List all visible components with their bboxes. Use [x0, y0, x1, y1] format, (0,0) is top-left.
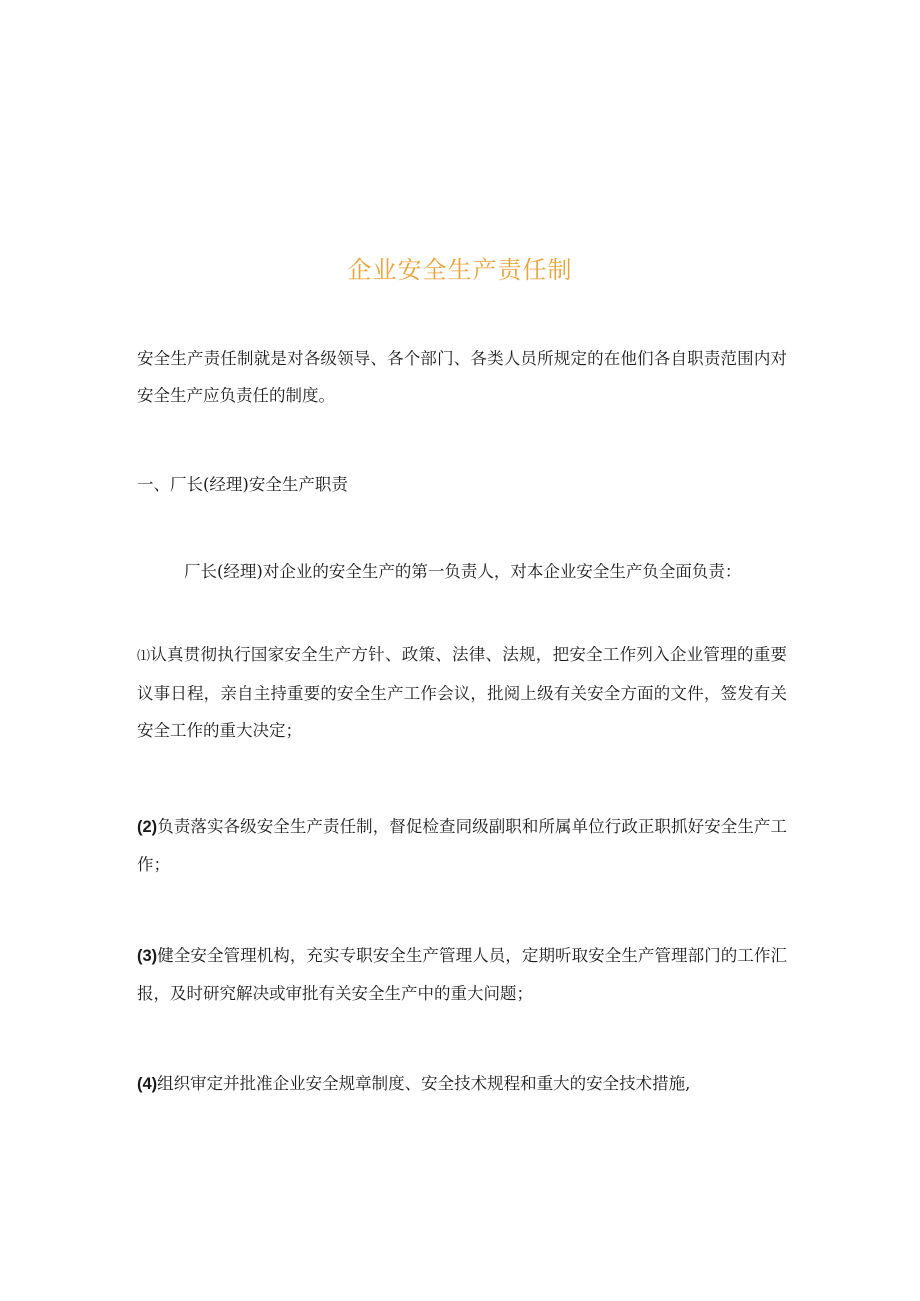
- list-item-text: 组织审定并批准企业安全规章制度、安全技术规程和重大的安全技术措施,: [157, 1074, 691, 1093]
- list-item-text: 认真贯彻执行国家安全生产方针、政策、法律、法规，把安全工作列入企业管理的重要议事日程，亲自主持重要的安全生产工作会议，批阅上级有关安全方面的文件，签发有关安全工作的重大决定；: [137, 645, 787, 740]
- list-item: [137, 937, 787, 1012]
- lead-paragraph: 厂长(经理)对企业的安全生产的第一负责人，对本企业安全生产负全面负责：: [184, 562, 742, 581]
- list-item: [137, 636, 787, 749]
- list-item-text: 负责落实各级安全生产责任制，督促检查同级副职和所属单位行政正职抓好安全生产工作；: [137, 817, 787, 874]
- list-item-text: 健全安全管理机构，充实专职安全生产管理人员，定期听取安全生产管理部门的工作汇报，及时研究解决或审批有关安全生产中的重大问题；: [137, 946, 787, 1003]
- list-item: [137, 1065, 787, 1103]
- section-heading: 一、厂长(经理)安全生产职责: [137, 475, 348, 494]
- intro-paragraph: 安全生产责任制就是对各级领导、各个部门、各类人员所规定的在他们各自职责范围内对安全生产应负责任的制度。: [137, 349, 787, 405]
- list-item-marker: (4): [137, 1075, 158, 1093]
- list-item-marker: (3): [137, 947, 158, 965]
- document-title: 企业安全生产责任制: [347, 256, 573, 284]
- list-item-marker: (2): [137, 818, 158, 836]
- list-item-marker: ⑴: [137, 649, 151, 664]
- list-item: [137, 808, 787, 883]
